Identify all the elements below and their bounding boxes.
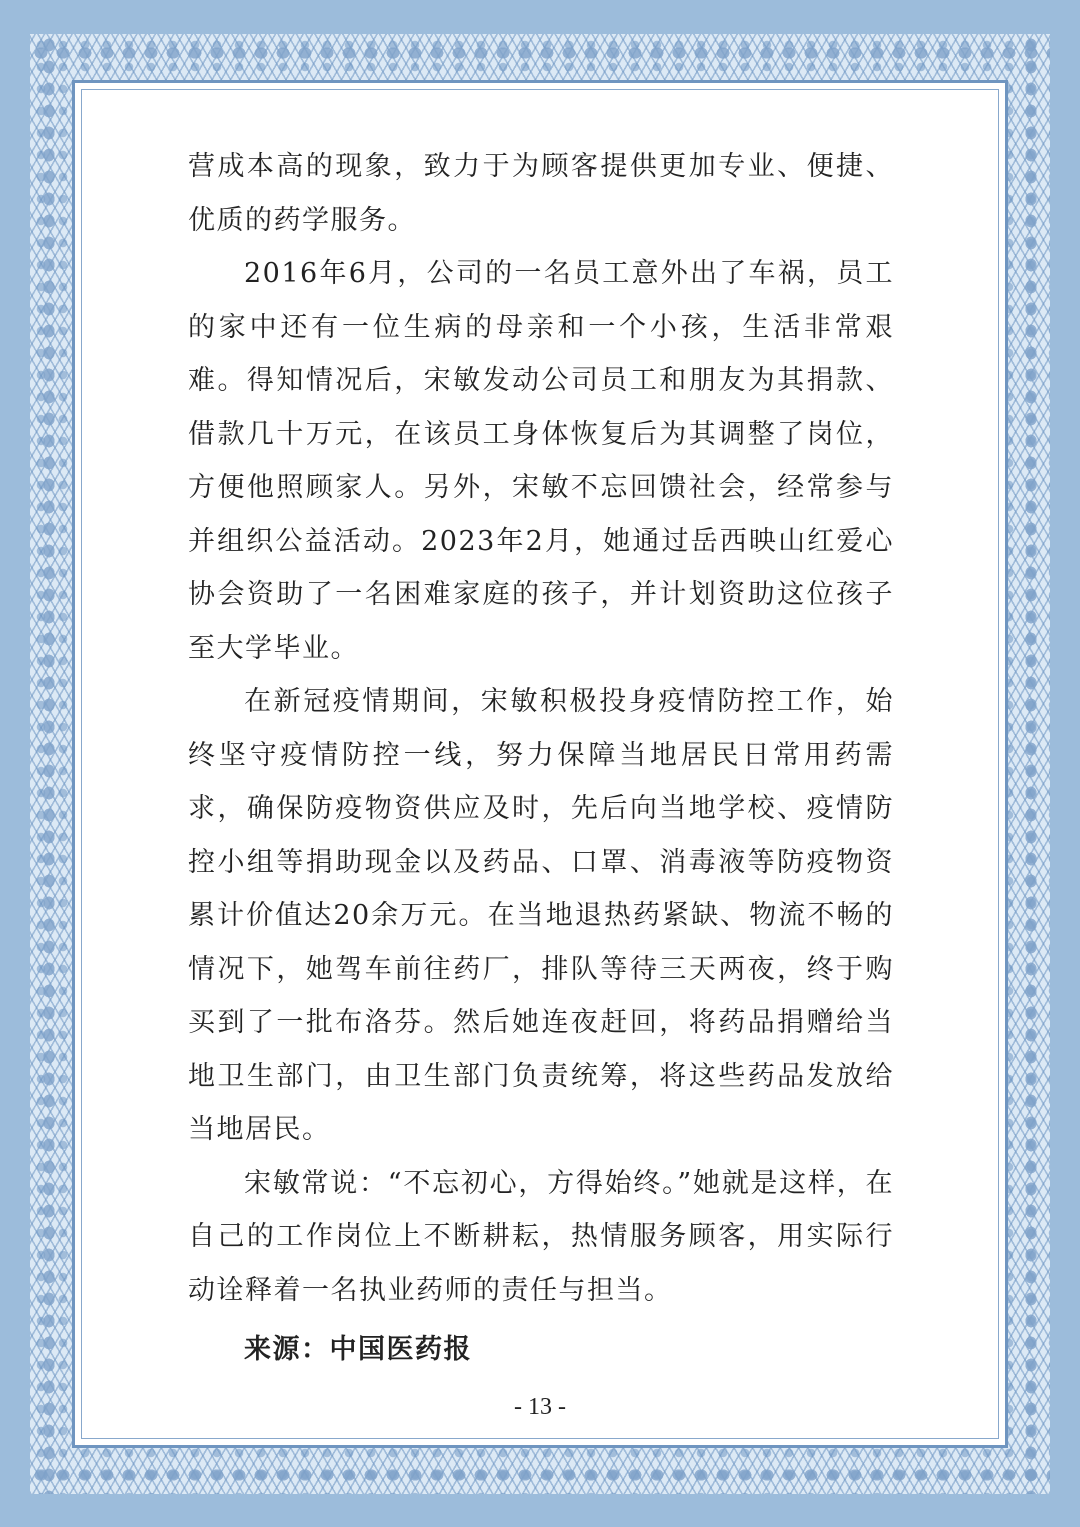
paragraph-4: 宋敏常说：“不忘初心，方得始终。”她就是这样，在自己的工作岗位上不断耕耘，热情服务顾客，用实际行动诠释着一名执业药师的责任与担当。 (188, 1167, 894, 1306)
paragraph-2: 2016年6月，公司的一名员工意外出了车祸，员工的家中还有一位生病的母亲和一个小孩，生活非常艰难。得知情况后，宋敏发动公司员工和朋友为其捐款、借款几十万元，在该员工身体恢复后为其调整了岗位，方便他照顾家人。另外，宋敏不忘回馈社会，经常参与并组织公益活动。2023年2月，她通过岳西映山红爱心协会资助了一名困难家庭的孩子，并计划资助这位孩子至大学毕业。 (188, 258, 894, 664)
paragraph-1: 营成本高的现象，致力于为顾客提供更加专业、便捷、优质的药学服务。 (188, 151, 894, 236)
source-line: 来源：中国医药报 (244, 1334, 472, 1365)
paragraph-3: 在新冠疫情期间，宋敏积极投身疫情防控工作，始终坚守疫情防控一线，努力保障当地居民日常用药需求，确保防疫物资供应及时，先后向当地学校、疫情防控小组等捐助现金以及药品、口罩、消毒液等防疫物资累计价值达20余万元。在当地退热药紧缺、物流不畅的情况下，她驾车前往药厂，排队等待三天两夜，终于购买到了一批布洛芬。然后她连夜赶回，将药品捐赠给当地卫生部门，由卫生部门负责统筹，将这些药品发放给当地居民。 (188, 686, 894, 1145)
border-ornament-top (30, 44, 1050, 62)
article-body (188, 140, 894, 1377)
page-number: - 13 - (514, 1394, 566, 1420)
border-ornament-bottom (30, 1466, 1050, 1484)
border-ornament-right (1022, 34, 1040, 1494)
border-ornament-left (40, 34, 58, 1494)
